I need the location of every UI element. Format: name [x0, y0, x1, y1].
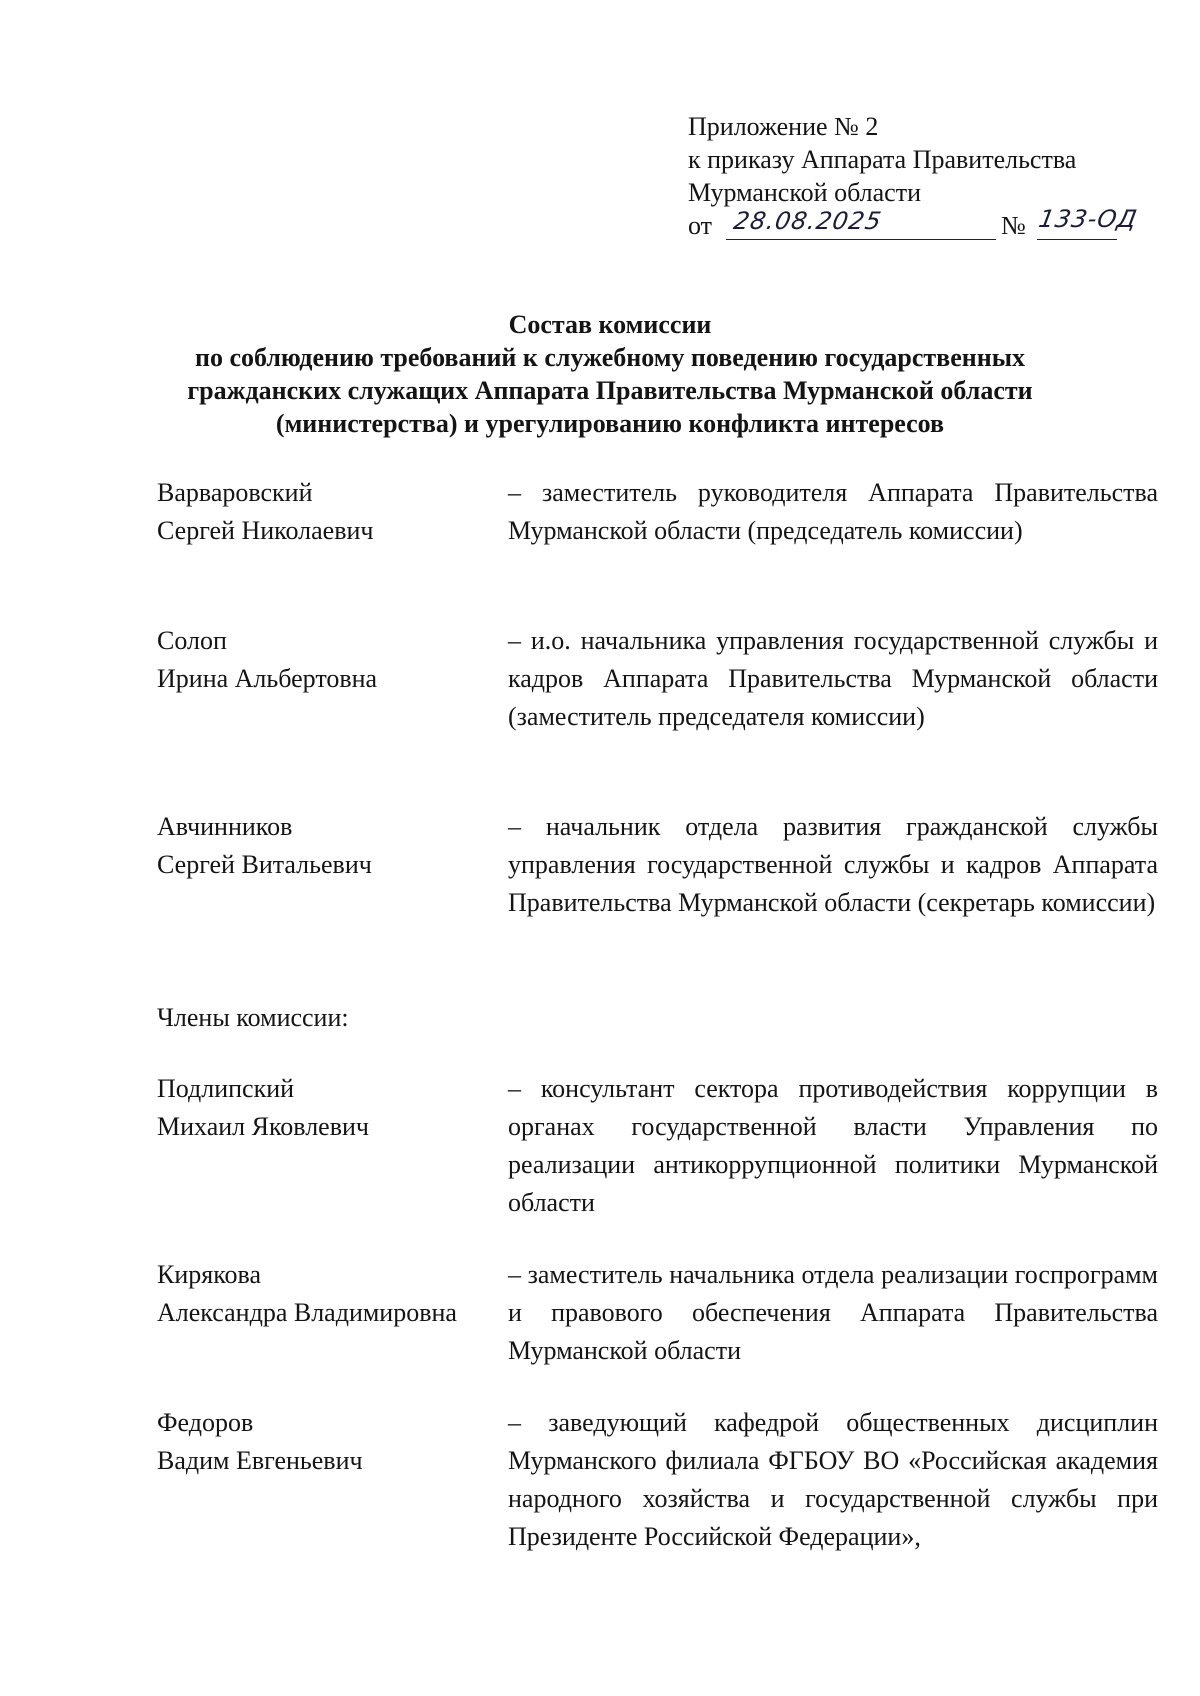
member-role: – заместитель начальника отдела реализации госпрограмм и правового обеспечения Аппарата Правительства Мурманской области — [508, 1260, 1158, 1365]
member-given-names: Сергей Витальевич — [157, 850, 372, 879]
member-name — [157, 808, 497, 884]
handwritten-date: 28.08.2025 — [731, 207, 884, 235]
member-surname: Кирякова — [157, 1260, 261, 1289]
member-surname: Подлипский — [157, 1074, 295, 1103]
member-surname: Федоров — [157, 1408, 254, 1437]
title-line-4: (министерства) и урегулированию конфликта интересов — [275, 409, 945, 438]
member-given-names: Ирина Альбертовна — [157, 664, 378, 693]
member-surname: Авчинников — [157, 812, 293, 841]
member-role: – и.о. начальника управления государственной службы и кадров Аппарата Правительства Мурманской области (заместитель председателя комиссии) — [508, 626, 1158, 731]
member-given-names: Вадим Евгеньевич — [157, 1446, 363, 1475]
number-blank — [1036, 205, 1140, 240]
member-given-names: Сергей Николаевич — [157, 516, 374, 545]
appendix-header — [688, 110, 1168, 245]
handwritten-number: 133-ОД — [1036, 205, 1140, 233]
document-title — [110, 308, 1110, 440]
member-role: – заместитель руководителя Аппарата Правительства Мурманской области (председатель комиссии) — [508, 478, 1158, 545]
member-surname: Солоп — [157, 626, 227, 655]
member-role: – заведующий кафедрой общественных дисциплин Мурманского филиала ФГБОУ ВО «Российская академия народного хозяйства и государственной службы при Президенте Российской Федерации», — [508, 1408, 1158, 1551]
members-heading: Члены комиссии: — [157, 1003, 349, 1032]
title-line-3: гражданских служащих Аппарата Правительства Мурманской области — [187, 376, 1033, 405]
member-given-names: Михаил Яковлевич — [157, 1112, 369, 1141]
member-name — [157, 1404, 497, 1480]
appendix-region: Мурманской области — [688, 178, 921, 207]
member-role: – начальник отдела развития гражданской службы управления государственной службы и кадров Аппарата Правительства Мурманской области (секретарь комиссии) — [508, 812, 1158, 917]
title-line-2: по соблюдению требований к служебному поведению государственных — [194, 343, 1026, 372]
appendix-title: Приложение № 2 — [688, 112, 879, 141]
date-blank — [726, 209, 996, 240]
member-surname: Варваровский — [157, 478, 313, 507]
member-name — [157, 622, 497, 698]
member-given-names: Александра Владимировна — [157, 1298, 457, 1327]
appendix-date-line — [688, 205, 1168, 245]
member-role: – консультант сектора противодействия коррупции в органах государственной власти Управления по реализации антикоррупционной политики Мурманской области — [508, 1074, 1158, 1217]
member-name — [157, 1070, 497, 1146]
date-from-label: от — [688, 211, 713, 240]
member-name — [157, 474, 497, 550]
number-label: № — [1001, 211, 1026, 240]
appendix-order-ref: к приказу Аппарата Правительства — [688, 145, 1077, 174]
member-name — [157, 1256, 497, 1332]
title-line-1: Состав комиссии — [508, 310, 712, 339]
